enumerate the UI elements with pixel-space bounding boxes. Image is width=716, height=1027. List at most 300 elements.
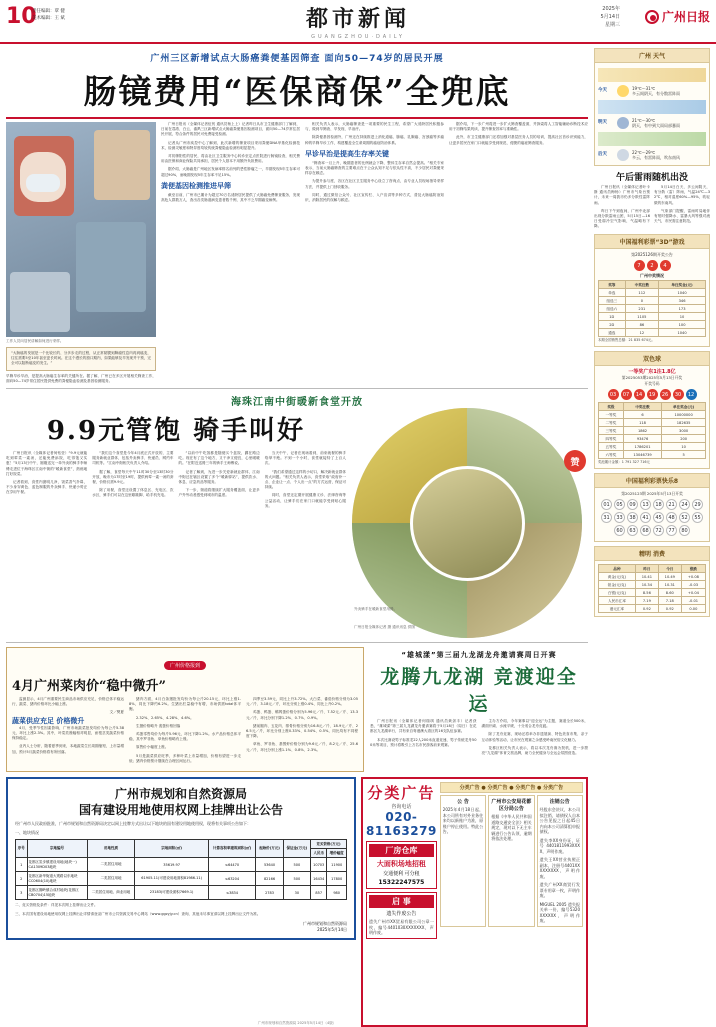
table-row (599, 581, 706, 589)
lead-sidenote-1 (6, 347, 156, 371)
cell-r1c8: 17800 (327, 872, 347, 886)
classified-column-1[interactable] (440, 795, 486, 927)
cell-r0c0: 1 (16, 858, 28, 872)
ssq-r0c2: 10000000 (662, 411, 706, 419)
l3d-r3c1: 1105 (625, 313, 659, 321)
keno-ball-19: 72 (653, 525, 664, 536)
l3d-r5c1: 12 (625, 329, 659, 337)
cell-r1c5: 82166 (256, 872, 283, 886)
editor-credits (32, 8, 65, 22)
lottery-3d-numbers (598, 258, 706, 273)
weather-story (594, 170, 710, 230)
table-row (599, 289, 706, 297)
lead-story (6, 51, 588, 384)
second-col-3 (179, 451, 260, 512)
consumer-prices-module (594, 546, 710, 617)
ssq-r5c1: 13046739 (623, 451, 661, 459)
table-header-row (599, 565, 706, 573)
ssq-r5c2: 5 (662, 451, 706, 459)
editor-line-1: 责任编辑：覃 健 (32, 9, 65, 14)
l3d-r3c2: 10 (659, 313, 706, 321)
ssq-red-5: 30 (673, 389, 684, 400)
price-article (6, 647, 364, 772)
nameplate-subtitle: GUANGZHOU·DAILY (311, 34, 405, 40)
keno-ball-3: 13 (640, 499, 651, 510)
l3d-r5c0: 通选 (599, 329, 626, 337)
weather-day-1: 明天 (598, 120, 607, 125)
second-story (6, 393, 588, 638)
weather-band-1 (598, 68, 706, 82)
price-b2-p1: 猪肉方面，4月白条猪批发均价为每公斤20.15元，环比上涨1.8%，同比下降约6.2%。生猪出栏量稳中有增，市场供需total体平衡。 (129, 697, 241, 712)
warehouse-title: 厂房仓库 (369, 844, 434, 857)
jc-r0c1: 10.41 (635, 573, 658, 581)
price-badge: 广州价格报到 (164, 661, 206, 670)
lottery-ssq-module (594, 351, 710, 469)
classified-strip-header: 分类广告 ● 分类广告 ● 分类广告 ● 分类广告 (440, 782, 583, 793)
lead-photo-block (6, 122, 156, 384)
second-col1-p2: 记者看到，食堂内窗明几净，饭菜香气扑鼻，不少身穿黄色、蓝色制服的外卖骑手、快递小哥正在享用午餐。 (6, 480, 88, 495)
page-folio: 10 (6, 4, 37, 29)
table-row (599, 443, 706, 451)
second-headline: 9.9元管饱 骑手叫好 (46, 416, 306, 447)
l3d-r1c2: 346 (659, 297, 706, 305)
cell-r0c3: 35619.97 (135, 858, 208, 872)
table-row (16, 872, 347, 886)
cloud-icon (617, 149, 629, 161)
classified-note-1: 遗失李XX身份证，证号4401811993XXXX，声明作废。 (539, 837, 581, 854)
dragon-c1-p2: 本次比赛设男子标准龙22人200米直道竞速、男子传统龙舟500米等项目，预计将吸引上万名市民游客前来观赛。 (370, 737, 477, 747)
notice-title-line1: 广州市规划和自然资源局 (114, 787, 247, 802)
editor-line-2: 美术编辑：王 斌 (32, 16, 65, 21)
weather-row-0 (598, 84, 706, 98)
ssq-table (598, 402, 706, 459)
cell-r1c6: 500 (283, 872, 310, 886)
ssq-r2c0: 三等奖 (599, 427, 624, 435)
jc-r2c2: 8.60 (658, 589, 681, 597)
table-row (16, 886, 347, 900)
price-b3-p4: 草鱼、罗非鱼、基围虾价格分别为9.6元／斤、8.2元／斤、25.6元／斤，环比分别上涨1.1%、0.8%、2.3%。 (246, 742, 358, 752)
dragon-kicker: “雄城漾”第三届九龙湖龙舟邀请赛周日开赛 (401, 651, 557, 660)
thumbs-up-icon: 赞 (564, 450, 586, 472)
table-row (599, 419, 706, 427)
keno-ball-21: 80 (679, 525, 690, 536)
table-row (16, 858, 347, 872)
ssq-r0c0: 一等奖 (599, 411, 624, 419)
classified-column-3[interactable] (537, 795, 583, 927)
second-col3-p1: “以前中午吃饭都是随便买个盒饭，蹲在路边吃。现在有了这个地方，又干净又便宜，心里暖暖的。”在附近送餐三年的骑手王师傅说。 (178, 451, 260, 466)
keno-numbers (598, 497, 706, 538)
land-notice (6, 777, 356, 940)
price-b3-p2: 鸡蛋、鸭蛋、鹌鹑蛋价格分别为5.96元／斤、7.52元／斤、13.3元／斤，环比分别下降1.2%、0.7%、0.9%。 (246, 710, 358, 720)
classified-col1-body: 2025年4月18日起，本公司所有对外业务往来均以新账户为准，原账户停止使用。特此公告。 (442, 807, 484, 835)
keno-ball-8: 31 (601, 512, 612, 523)
ssq-r4c0: 五等奖 (599, 443, 624, 451)
cell-r2c0: 3 (16, 886, 28, 900)
jc-th-1: 昨日 (635, 565, 658, 573)
ssq-label: 开奖号码 (644, 381, 660, 387)
table-row (599, 451, 706, 459)
lead-col4-p1: “筛查率一旦上升，晚期患者的比例就会下降，整体生存率自然会提高。”相关专家表示，当前大肠癌筛查的主要难点在于公众认知不足与依从性不高，不少居民对粪便采样存在顾虑。 (305, 160, 444, 176)
classified-note-3: 遗失广州XX商贸行发票专用章一枚，声明作废。 (539, 882, 581, 899)
lead-kicker: 广州三区新增试点大肠癌粪便基因筛查 面向50—74岁的居民开展 (150, 54, 444, 64)
l3d-r2c2: 173 (659, 305, 706, 313)
ssq-r4c1: 1786201 (623, 443, 661, 451)
cell-r2c5: 2783 (256, 886, 283, 900)
cell-r2c4: ≤3834 (208, 886, 256, 900)
ssq-th-1: 中奖注数 (623, 403, 661, 411)
divider-1 (6, 388, 588, 389)
cell-r2c2: 二类居住用地、商业用地 (87, 886, 135, 900)
price-b2-p6: 5月是蔬菜供应旺季，多种叶菜上市量增加，价格有望进一步走低；猪肉价格预计继续在合理区间运行。 (129, 753, 241, 763)
jc-table (598, 564, 706, 613)
cell-r2c1: 花都区狮岭镇合成村地块(花都区CB0704)15地块 (27, 886, 87, 900)
lead-subhead-1: 粪便基因检测推进早筛 (161, 181, 231, 190)
lead-col2-p1: 广州日报讯（全媒体记者伍仞 通讯员杨上上）记者昨日从市卫生健康部门了解到，日前在荔湾、白云、番禺三区新增试点大肠癌粪便基因检测项目，面向50—74岁常住居民开展，符合条件的居民可免费接受检测。 (161, 122, 300, 137)
ssq-title: 双色球 (595, 352, 709, 366)
keno-title: 中国福利彩票快乐8 (595, 474, 709, 488)
dragon-c2-p2: 除了龙舟竞赛，现场还将举办非遗展演、特色美食市集、亲子互动体验等活动，让市民在观赛之余感受岭南民俗文化魅力。 (481, 732, 588, 742)
jc-r0c2: 10.49 (658, 573, 681, 581)
classified-phone[interactable]: 020-81163279 (366, 810, 437, 839)
cell-r0c2: 二类居住用地 (87, 858, 135, 872)
weather-row-1 (598, 116, 706, 130)
price-b3-p3: 猪前腿肉、五花肉、排骨价格分别为16.8元／斤、18.9元／斤、26.5元／斤，环比分别上涨0.33%、0.54%、0.5%，同比均有不同程度下降。 (246, 723, 358, 739)
lottery-3d-subtitle: 第2025126期开奖公告 (631, 252, 673, 258)
masthead (0, 0, 716, 44)
keno-ball-13: 48 (666, 512, 677, 523)
ssq-r5c0: 六等奖 (599, 451, 624, 459)
price-col-1 (12, 697, 124, 767)
jc-r2c1: 8.56 (635, 589, 658, 597)
divider-2 (6, 642, 588, 643)
jc-r0c3: +0.08 (681, 573, 705, 581)
l3d-r2c0: 组选六 (599, 305, 626, 313)
keno-ball-2: 09 (627, 499, 638, 510)
jc-r1c3: -0.03 (681, 581, 705, 589)
notice-sign-date: 2025年5月14日 (317, 927, 347, 933)
lead-col2-p3: 对初筛阳性的居民，将由社区卫生服务中心转诊至定点医院进行肠镜检查，相关费用由医保和商业保险共同承担，居民个人基本不用额外负担费用。 (161, 154, 300, 164)
second-col4-p1: 当天中午，记者在现场看到，前来就餐的骑手络绎不绝。不到一个小时，食堂就接待了上百人次。 (264, 451, 346, 466)
l3d-r3c0: 1D (599, 313, 626, 321)
jc-r1c0: 铂金(元/克) (599, 581, 636, 589)
second-col1-p1: 广州日报讯（全媒体记者何钻莹）“9.9元就能吃到荤菜一素汤，还能免费添饭，吃得饱又实惠！”5月13日中午，刚刚送完一单外卖的骑手李师傅走进位于海珠区江南中街的“暖新食堂”，熟练地打好饭菜。 (6, 451, 88, 476)
cell-r0c7: 10703 (311, 858, 327, 872)
notice-th-4: 计算容积率建筑面积(㎡) (208, 840, 256, 858)
cell-r1c3: 61905.11(可建设用地面积81986.11) (135, 872, 208, 886)
keno-ball-1: 05 (614, 499, 625, 510)
notice-signature (15, 921, 347, 933)
dragon-c1-p1: 广州日报讯（全媒体记者何瑞琪 通讯员黄剑丰）记者获悉，“雄城漾”第三届九龙湖龙舟邀请赛将于5月18日（周日）在花都区九龙湖举行，共有来自粤港澳大湾区的16支队伍参赛。 (370, 719, 477, 734)
notice-th-5: 起始价(万元) (256, 840, 283, 858)
lead-col3-p3: 除粪便基因检测外，广州还在持续推进上消化道癌、肺癌、乳腺癌、宫颈癌等多癌种的早筛早诊工作，构建覆盖全生命周期的癌症防治体系。 (305, 135, 444, 145)
classified-col2-body: 根据《中华人民共和国道路交通安全法》相关规定，现对以下无主车辆进行公告认领，逾期将依法处理。 (491, 814, 532, 842)
warehouse-line-1: 大面积场地招租 (376, 860, 426, 869)
classified-note-4: MIGUEL 2005 遗失报关单一份，编号5320XXXXXX，声明作废。 (539, 901, 581, 924)
jc-r4c1: 0.92 (635, 605, 658, 613)
weather-title: 广州 天气 (595, 49, 709, 63)
logo-text: 广州日报 (661, 10, 710, 24)
right-rail (594, 48, 710, 621)
weather-desc-2: 多云，有雷阵雨，吹东南风 (632, 155, 680, 160)
cell-r1c7: 16434 (311, 872, 327, 886)
ssq-r4c2: 10 (662, 443, 706, 451)
keno-subtitle: 第2025123期 2025年5月13日开奖 (621, 491, 683, 497)
ssq-r0c1: 6 (623, 411, 661, 419)
notice-block-title: 启 事 (369, 895, 434, 908)
table-row (599, 411, 706, 419)
price-b2-p2: 2.32%、2.65%、4.28%、4.6%。 (136, 715, 194, 720)
warehouse-line-2: 交通便利 可分租 (383, 871, 420, 878)
keno-ball-20: 77 (666, 525, 677, 536)
ssq-th-0: 奖级 (599, 403, 624, 411)
l3d-r4c2: 100 (659, 321, 706, 329)
keno-ball-4: 18 (653, 499, 664, 510)
weather-day-2: 后天 (598, 152, 607, 157)
ssq-r2c1: 1862 (623, 427, 661, 435)
weather-day-0: 今天 (598, 88, 607, 93)
paper-logo (645, 8, 710, 25)
jc-r2c0: 白银(元/克) (599, 589, 636, 597)
keno-ball-6: 24 (679, 499, 690, 510)
page-footer: 广州市规划和自然资源局 2025年5月14日（4版） (257, 1021, 337, 1026)
lead-photo (6, 122, 156, 337)
second-col3-p3: 下一步，街道将继续扩大服务覆盖面，让更多户外劳动者感受到城市的温度。 (178, 488, 260, 498)
weather-story-p4: 气象部门提醒，雷雨时局地伴有短时强降水、雷暴大风等强对流天气，市民需注意防范。 (654, 208, 710, 224)
keno-ball-7: 29 (692, 499, 703, 510)
jc-r4c3: 0.00 (681, 605, 705, 613)
ssq-r3c2: 200 (662, 435, 706, 443)
price-subhead-1: 蔬菜供应充足 价格微升 (12, 716, 85, 725)
notice-subth-1: 增价幅度 (327, 849, 347, 858)
keno-ball-12: 45 (653, 512, 664, 523)
cell-r0c4: ≤64470 (208, 858, 256, 872)
ssq-th-2: 单注奖金(元) (662, 403, 706, 411)
table-row (599, 605, 706, 613)
nameplate-title: 都市新闻 (305, 6, 411, 32)
jc-r3c2: 7.18 (658, 597, 681, 605)
table-row (599, 305, 706, 313)
logo-mark-icon (645, 10, 659, 24)
table-row (599, 435, 706, 443)
ssq-r3c0: 四等奖 (599, 435, 624, 443)
table-row (599, 297, 706, 305)
jc-r3c3: -0.01 (681, 597, 705, 605)
second-col4-p2: “我们希望通过这样的小切口，解决新就业群体的大问题。”相关负责人表示，食堂采取“政府补一点、企业让一点、个人出一点”的方式运营，保证可持续。 (264, 469, 346, 490)
l3d-r0c2: 1040 (659, 289, 706, 297)
cell-r0c5: 53640 (256, 858, 283, 872)
weather-story-p1: 广州日报讯（全媒体记者叶卡斯 通讯员梅杨）广州市气象台预计，未来一周我市仍多分散性雷阵雨。 (594, 185, 650, 205)
cell-r1c1: 花都区新华街道大观路以东地块 CC0604(10)地块 (27, 872, 87, 886)
table-row (599, 597, 706, 605)
weather-band-2 (598, 100, 706, 114)
weather-module (594, 48, 710, 166)
classified-section (361, 777, 588, 1027)
second-col3-p2: 记者了解到，为进一步关爱新就业群体，江南中街还在辖区设置了多个“暖新驿站”，提供饮水、休息、应急药品等服务。 (178, 469, 260, 485)
l3d-r4c1: 86 (625, 321, 659, 329)
lead-col-3 (305, 122, 444, 384)
lottery-keno-module (594, 473, 710, 542)
ssq-red-1: 07 (621, 389, 632, 400)
lead-sidenote-1-text: “大肠癌的发展是一个比较长的、分多步走的过程，从正常黏膜到腺瘤性息肉再到癌变，往往需要5至10年甚至更长时间。在这个漫长的窗口期内，如果能够及早发现并干预，完全可以阻断癌变的发生。” (11, 351, 151, 366)
price-col-2 (129, 697, 241, 767)
table-header-row (599, 403, 706, 411)
classified-header (366, 782, 437, 838)
notice-block-body: 遗失广州市XX贸易有限公司公章一枚，编号4401030XXXXXXX，声明作废。 (369, 919, 434, 936)
second-photo (352, 408, 582, 638)
keno-ball-18: 68 (640, 525, 651, 536)
classified-col3-body: 经股东会决议，本公司拟注销，请债权人自本公告见报之日起45日内向本公司清算组申报债权。 (539, 807, 581, 835)
ssq-issue: 第2025053期2025年5月13日开奖 (621, 375, 683, 381)
cell-r1c2: 二类居住用地 (87, 872, 135, 886)
ssq-note: 奖池累计金额：1 791 327 716元 (598, 460, 650, 465)
ssq-r1c2: 182635 (662, 419, 706, 427)
keno-ball-5: 21 (666, 499, 677, 510)
classified-subtitle: 咨询电话 (391, 804, 412, 811)
notice-foot-1: 二、竞买资格及条件：详见本次网上挂牌出让文件。 (15, 903, 98, 908)
lottery-3d-module (594, 234, 710, 347)
lead-col3-p2: 相关负责人表示，大肠癌筛查是一项重要的民生工程，希望广大适龄居民积极参与，做到早筛查、早发现、早治疗。 (305, 122, 444, 132)
notice-title-line2: 国有建设用地使用权网上挂牌出让公告 (78, 803, 283, 818)
cell-r2c8: 980 (327, 886, 347, 900)
weather-temp-0: 19℃～31℃ (632, 85, 656, 91)
ssq-red-0: 03 (608, 389, 619, 400)
nameplate (306, 2, 410, 40)
notice-subth-0: 人民币 (311, 849, 327, 858)
table-row (599, 313, 706, 321)
classified-block-warehouse[interactable] (366, 841, 437, 889)
second-photo-center (410, 466, 525, 581)
lottery-3d-title: 中国福利彩票“3D”游戏 (595, 235, 709, 249)
price-lede: 监测显示，4月广州重要民生商品市场供应充足，价格总体平稳运行，蔬菜、猪肉价格环比小幅上涨。 (12, 697, 124, 707)
dragon-c2-p1: 主办方介绍，今年赛事以“迎全运”为主题，赛道全长500米，湖面开阔、水流平缓，十分适合龙舟竞渡。 (481, 719, 588, 729)
second-photo-credit: 广州日报全媒体记者 摄 通讯讯息 供图 (354, 625, 415, 630)
lottery-3d-ball-1: 2 (647, 260, 658, 271)
notice-th-2: 用地性质 (87, 840, 135, 858)
price-col-3 (246, 697, 358, 767)
jc-th-3: 涨跌 (681, 565, 705, 573)
price-b2-p4: 鸡蛋零售均价为每斤5.96元，环比下降1.2%。水产品价格总体平稳，其中罗非鱼、草鱼价格略有上涨。 (129, 732, 241, 742)
cell-r1c0: 2 (16, 872, 28, 886)
jc-r3c1: 7.19 (635, 597, 658, 605)
price-headline: 4月广州菜肉价“稳中微升” (12, 679, 167, 695)
price-b3-p1: 四季豆3.59元，同比上升3.72%。大白菜、番茄价格分别为3.05元／斤、3.18元／斤，环比分别上涨0.4%、同比上升0.2%。 (246, 697, 358, 707)
notice-th-3: 宗地面积(㎡) (135, 840, 208, 858)
jc-r4c2: 0.92 (658, 605, 681, 613)
second-kicker: 海珠江南中街暖新食堂开放 (231, 397, 363, 409)
lead-col4-p3: 同时，通过微信公众号、社区宣传栏、入户宣讲等多种方式，普及大肠癌防治知识，消除居民的误解与顾虑。 (305, 192, 444, 203)
lead-col-2 (161, 122, 300, 384)
lottery-3d-ball-0: 7 (634, 260, 645, 271)
notice-table-header-row (16, 840, 347, 849)
weather-temp-1: 21℃～30℃ (632, 117, 656, 123)
cell-r0c6: 500 (283, 858, 310, 872)
l3d-r1c0: 组选三 (599, 297, 626, 305)
cell-r0c1: 花都区炭步镇建设用地(地块一) CA1309D03地块 (27, 858, 87, 872)
jc-r1c1: 10.34 (635, 581, 658, 589)
cell-r1c4: ≤63204 (208, 872, 256, 886)
jc-title: 精明 消费 (595, 547, 709, 561)
jc-r0c0: 黄金(元/克) (599, 573, 636, 581)
ssq-subtitle: 一等奖广东1注1.8亿 (628, 369, 676, 376)
jc-r3c0: 人民币汇率 (599, 597, 636, 605)
ssq-red-4: 26 (660, 389, 671, 400)
lead-photo-caption: 工作人员向居民讲解如何进行采样。 (6, 339, 64, 343)
lottery-3d-note: 本期全国销售总额：21 835 674元。 (598, 338, 655, 343)
classified-col1-head: 公 告 (457, 799, 469, 806)
ssq-r1c0: 二等奖 (599, 419, 624, 427)
price-b2-p3: 生猪价格略升 禽蛋价格回落 (136, 723, 181, 728)
price-byline: 文／樊夏 (109, 710, 124, 715)
second-col2-p2: 据了解，食堂每天中午11时30分至13时30分开放，晚市为17时至19时，提供两荤一素一汤的套餐，价格仅需9.9元。 (92, 469, 174, 485)
lead-col1-p2: 早筛早诊早治，是提高大肠癌生存率的关键所在。据了解，广州已在多区开展相关筛查工作，面向50—74岁常住居民提供免费的粪便隐血检测及基因检测服务。 (6, 373, 156, 383)
cell-r2c7: 857 (311, 886, 327, 900)
jc-r2c3: +0.04 (681, 589, 705, 597)
l3d-r2c1: 231 (625, 305, 659, 313)
weather-desc-1: 阴天，有中到大雨局部暴雨 (632, 123, 680, 128)
notice-th-7: 竞买资格(万元) (311, 840, 347, 849)
notice-th-0: 序号 (16, 840, 28, 858)
classified-block-notice[interactable] (366, 892, 437, 939)
second-col2-p1: “我们这个食堂是今年4月底正式开放的，主要服务新就业群体，包括外卖骑手、快递员、网约车司机等。”江南中街相关负责人介绍。 (92, 451, 174, 466)
jc-r1c2: 10.31 (658, 581, 681, 589)
price-b1-p1: 4月，受季节性因素影响，广州市场蔬菜批发均价为每公斤5.38元，环比上涨2.3%。其中，叶菜类涨幅相对明显，而根茎类蔬菜价格保持稳定。 (12, 725, 124, 741)
notice-foot-2: 三、本次国有建设用地使用权网上挂牌出让详情请登录广州市公共资源交易中心网站（www.ggzyjy.cn）查询，其他未尽事宜请以网上挂牌出让文件为准。 (15, 911, 261, 916)
sun-icon (617, 85, 629, 97)
l3d-th-0: 奖等 (599, 281, 626, 289)
table-row (599, 589, 706, 597)
weather-desc-0: 多云间阴天，有分散雷阵雨 (632, 91, 680, 96)
jc-r4c0: 港元汇率 (599, 605, 636, 613)
l3d-r1c1: 0 (625, 297, 659, 305)
lead-headline: 肠镜费用“医保商保”全兜底 (83, 72, 511, 111)
rain-icon (617, 117, 629, 129)
keno-ball-16: 60 (614, 525, 625, 536)
issue-year: 2025年 (602, 6, 620, 12)
weather-story-headline: 午后雷雨随机出没 (615, 173, 688, 183)
l3d-r4c0: 2D (599, 321, 626, 329)
dragon-story (370, 647, 588, 759)
price-b1-p2: 业内人士分析，随着夏季到来，本地蔬菜生长周期缩短，上市量增加，预计5月蔬菜价格将有所回落。 (12, 744, 124, 754)
lead-col4-p2: 为提升参与度，各区在社区卫生服务中心设立了咨询点，由专业人员现场指导采样方法，并提供上门回收服务。 (305, 179, 444, 189)
lead-col3-p1: 截至目前，广州市已累计为超过70万名适龄居民提供了大肠癌免费筛查服务，发现高危人群数万人，查出各类肠道病变患者数千例，其中不乏早期癌变病例。 (161, 192, 300, 203)
lottery-3d-ball-2: 4 (660, 260, 671, 271)
ssq-numbers (598, 387, 706, 402)
notice-table (15, 839, 347, 900)
weather-row-2 (598, 148, 706, 162)
second-col-4 (265, 451, 346, 512)
cell-r2c3: 23183(可建设面积7669.1) (135, 886, 208, 900)
weather-band-3 (598, 132, 706, 146)
jc-th-0: 品种 (599, 565, 636, 573)
issue-date (600, 5, 620, 29)
warehouse-phone[interactable]: 15322247575 (378, 879, 425, 887)
lead-col5-p1: 据介绍，下一步广州将进一步扩大筛查覆盖面，并探索将人工智能辅助诊断技术应用于初筛结果判读，提升筛查效率与准确性。 (449, 122, 588, 132)
classified-column-2[interactable] (488, 795, 534, 927)
ssq-r2c2: 3000 (662, 427, 706, 435)
lead-col2-p4: 据介绍，大肠癌是广州地区发病率排名前列的恶性肿瘤之一，早期发现5年生存率可超过90%，而晚期发现5年生存率不足15%。 (161, 167, 300, 177)
lead-col-4 (449, 122, 588, 384)
lead-col5-p2: 此外，市卫生健康部门还将加强对基层医务人员的培训，提高社区首诊识别能力，让更多居民在家门口就能享受到规范、便捷的癌症筛查服务。 (449, 135, 588, 145)
dragon-c2-p3: 花都区相关负责人表示，将以本次龙舟赛为契机，进一步擦亮“九龙湖”体育文旅品牌，助力全民健身与全运会氛围营造。 (481, 745, 588, 756)
second-col-2 (92, 451, 173, 512)
dragon-col-2 (482, 719, 589, 759)
second-photo-caption: 外卖骑手在暖新食堂用餐。 (354, 607, 398, 612)
keno-ball-11: 41 (640, 512, 651, 523)
table-row (599, 573, 706, 581)
main-column (6, 48, 588, 1027)
keno-ball-10: 38 (627, 512, 638, 523)
lead-subhead-2: 早诊早治是提高生存率关键 (305, 149, 389, 158)
